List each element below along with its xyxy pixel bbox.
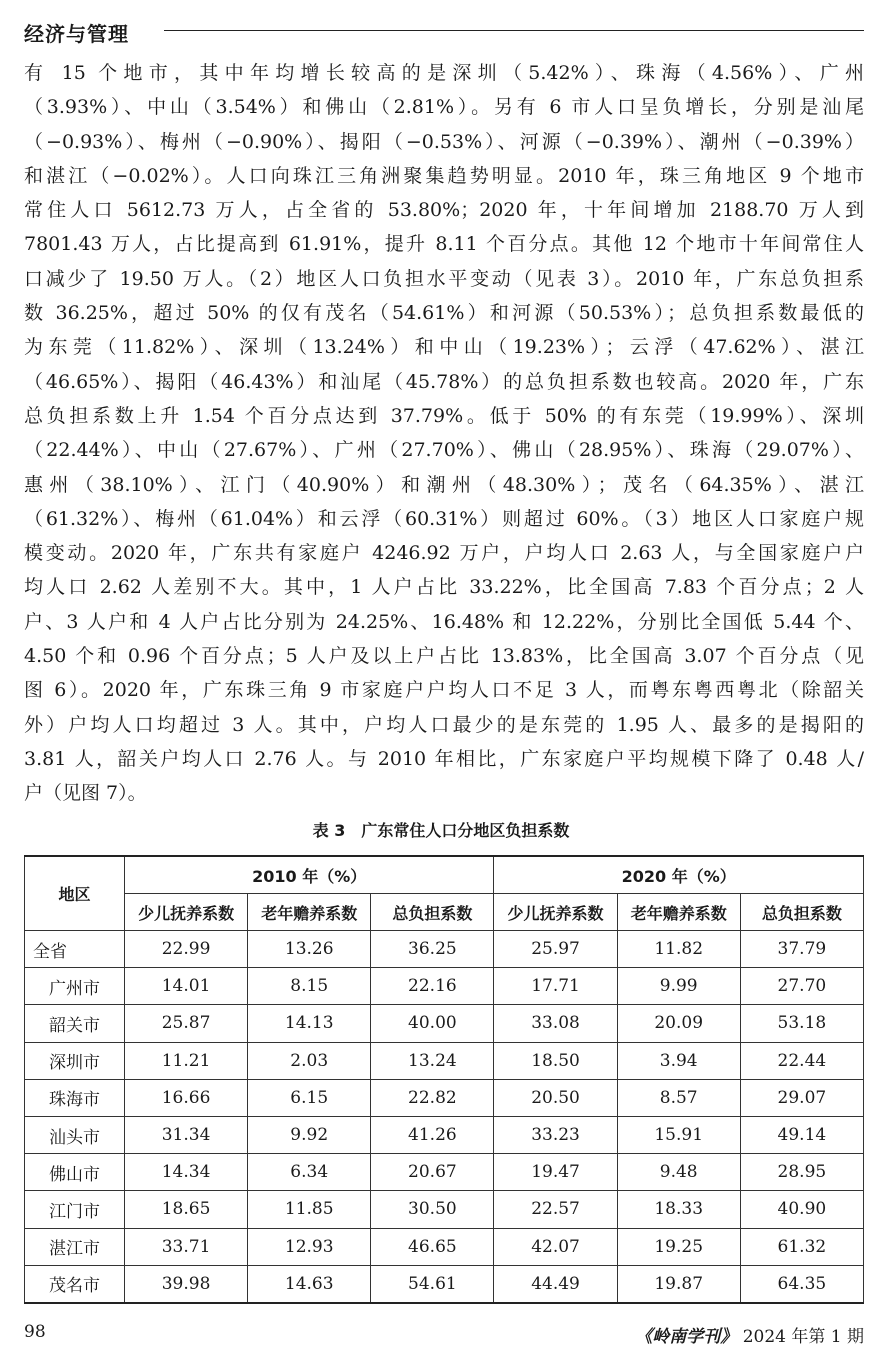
value-cell: 8.57: [617, 1079, 740, 1116]
table-row: [25, 931, 864, 968]
col-header: 少儿抚养系数: [125, 894, 248, 931]
paragraph-line: 图 6）。2020 年，广东珠三角 9 市家庭户户均人口不足 3 人，而粤东粤西粤北（除韶关: [24, 679, 864, 702]
table-row: [25, 1005, 864, 1042]
value-cell: 42.07: [494, 1228, 617, 1265]
value-cell: 29.07: [740, 1079, 863, 1116]
region-cell: 汕头市: [25, 1116, 125, 1153]
value-cell: 33.71: [125, 1228, 248, 1265]
value-cell: 6.34: [248, 1154, 371, 1191]
value-cell: 53.18: [740, 1005, 863, 1042]
value-cell: 11.21: [125, 1042, 248, 1079]
paragraph-line: 3.81 人，韶关户均人口 2.76 人。与 2010 年相比，广东家庭户平均规模下降了 0.48 人/: [24, 747, 864, 770]
paragraph-line: （3.93%）、中山（3.54%）和佛山（2.81%）。另有 6 市人口呈负增长，分别是汕尾: [24, 96, 864, 119]
paragraph-line: （61.32%）、梅州（61.04%）和云浮（60.31%）则超过 60%。（3）地区人口家庭户规: [24, 507, 864, 530]
value-cell: 18.33: [617, 1191, 740, 1228]
table-row: [25, 1191, 864, 1228]
value-cell: 54.61: [371, 1265, 494, 1303]
value-cell: 20.50: [494, 1079, 617, 1116]
value-cell: 61.32: [740, 1228, 863, 1265]
table-row: [25, 968, 864, 1005]
value-cell: 28.95: [740, 1154, 863, 1191]
journal-issue: 2024 年第 1 期: [742, 1327, 864, 1347]
value-cell: 14.13: [248, 1005, 371, 1042]
region-cell: 茂名市: [25, 1265, 125, 1303]
section-title: 经济与管理: [24, 22, 129, 46]
journal-name: 《岭南学刊》: [635, 1327, 738, 1347]
paragraph-line: （46.65%）、揭阳（46.43%）和汕尾（45.78%）的总负担系数也较高。2020 年，广东: [24, 370, 864, 393]
value-cell: 12.93: [248, 1228, 371, 1265]
value-cell: 19.87: [617, 1265, 740, 1303]
paragraph-line: 和湛江（−0.02%）。人口向珠江三角洲聚集趋势明显。2010 年，珠三角地区 9 个地市: [24, 164, 864, 187]
value-cell: 33.23: [494, 1116, 617, 1153]
region-cell: 珠海市: [25, 1079, 125, 1116]
year-header-2010: 2010 年（%）: [125, 856, 494, 894]
value-cell: 46.65: [371, 1228, 494, 1265]
region-cell: 全省: [25, 931, 125, 968]
paragraph-line: 为东莞（11.82%）、深圳（13.24%）和中山（19.23%）；云浮（47.62%）、湛江: [24, 336, 864, 359]
value-cell: 19.25: [617, 1228, 740, 1265]
page-header: [24, 16, 864, 46]
body-paragraph: [24, 56, 864, 811]
value-cell: 33.08: [494, 1005, 617, 1042]
value-cell: 25.87: [125, 1005, 248, 1042]
value-cell: 9.48: [617, 1154, 740, 1191]
paragraph-line: 总负担系数上升 1.54 个百分点达到 37.79%。低于 50% 的有东莞（19.99%）、深圳: [24, 404, 864, 427]
region-cell: 佛山市: [25, 1154, 125, 1191]
value-cell: 39.98: [125, 1265, 248, 1303]
value-cell: 44.49: [494, 1265, 617, 1303]
paragraph-line: 户、3 人户和 4 人户占比分别为 24.25%、16.48% 和 12.22%，分别比全国低 5.44 个、: [24, 610, 864, 633]
col-header: 少儿抚养系数: [494, 894, 617, 931]
value-cell: 13.26: [248, 931, 371, 968]
value-cell: 17.71: [494, 968, 617, 1005]
col-header: 总负担系数: [740, 894, 863, 931]
value-cell: 64.35: [740, 1265, 863, 1303]
value-cell: 9.92: [248, 1116, 371, 1153]
dependency-ratio-table: [24, 855, 864, 1304]
paragraph-line: 惠州（38.10%）、江门（40.90%）和潮州（48.30%）；茂名（64.35%）、湛江: [24, 473, 864, 496]
col-header: 总负担系数: [371, 894, 494, 931]
table-row: [25, 1228, 864, 1265]
paragraph-line: （22.44%）、中山（27.67%）、广州（27.70%）、佛山（28.95%）、珠海（29.07%）、: [24, 439, 864, 462]
journal-info: [635, 1322, 864, 1347]
region-cell: 深圳市: [25, 1042, 125, 1079]
value-cell: 41.26: [371, 1116, 494, 1153]
paragraph-line: 均人口 2.62 人差别不大。其中，1 人户占比 33.22%，比全国高 7.83 个百分点；2 人: [24, 576, 864, 599]
value-cell: 31.34: [125, 1116, 248, 1153]
value-cell: 9.99: [617, 968, 740, 1005]
paragraph-line: （−0.93%）、梅州（−0.90%）、揭阳（−0.53%）、河源（−0.39%）、潮州（−0.39%）: [24, 130, 864, 153]
value-cell: 14.34: [125, 1154, 248, 1191]
page-number: 98: [24, 1322, 46, 1342]
region-cell: 江门市: [25, 1191, 125, 1228]
page-footer: [24, 1322, 864, 1348]
region-cell: 韶关市: [25, 1005, 125, 1042]
paragraph-line: 口减少了 19.50 万人。（2）地区人口负担水平变动（见表 3）。2010 年，广东总负担系: [24, 267, 864, 290]
value-cell: 2.03: [248, 1042, 371, 1079]
table-row: [25, 1154, 864, 1191]
value-cell: 18.50: [494, 1042, 617, 1079]
value-cell: 22.99: [125, 931, 248, 968]
col-header: 老年赡养系数: [248, 894, 371, 931]
paragraph-line: 常住人口 5612.73 万人，占全省的 53.80%；2020 年，十年间增加 2188.70 万人到: [24, 199, 864, 222]
value-cell: 14.63: [248, 1265, 371, 1303]
table-row: [25, 1042, 864, 1079]
paragraph-line: 户（见图 7）。: [24, 782, 147, 805]
year-header-2020: 2020 年（%）: [494, 856, 864, 894]
value-cell: 40.90: [740, 1191, 863, 1228]
value-cell: 25.97: [494, 931, 617, 968]
paragraph-line: 模变动。2020 年，广东共有家庭户 4246.92 万户，户均人口 2.63 人，与全国家庭户户: [24, 542, 864, 565]
value-cell: 16.66: [125, 1079, 248, 1116]
table-row: [25, 1265, 864, 1303]
paragraph-line: 4.50 个和 0.96 个百分点；5 人户及以上户占比 13.83%，比全国高 3.07 个百分点（见: [24, 645, 864, 668]
value-cell: 15.91: [617, 1116, 740, 1153]
value-cell: 19.47: [494, 1154, 617, 1191]
value-cell: 37.79: [740, 931, 863, 968]
value-cell: 36.25: [371, 931, 494, 968]
value-cell: 11.82: [617, 931, 740, 968]
value-cell: 49.14: [740, 1116, 863, 1153]
value-cell: 40.00: [371, 1005, 494, 1042]
region-header: 地区: [25, 856, 125, 931]
value-cell: 14.01: [125, 968, 248, 1005]
value-cell: 18.65: [125, 1191, 248, 1228]
paragraph-line: 数 36.25%，超过 50% 的仅有茂名（54.61%）和河源（50.53%）；总负担系数最低的: [24, 302, 864, 325]
col-header: 老年赡养系数: [617, 894, 740, 931]
value-cell: 30.50: [371, 1191, 494, 1228]
value-cell: 22.16: [371, 968, 494, 1005]
table-title: 表 3 广东常住人口分地区负担系数: [312, 821, 570, 840]
value-cell: 20.09: [617, 1005, 740, 1042]
value-cell: 6.15: [248, 1079, 371, 1116]
table-row: [25, 1116, 864, 1153]
value-cell: 20.67: [371, 1154, 494, 1191]
value-cell: 8.15: [248, 968, 371, 1005]
header-rule: [164, 30, 864, 31]
value-cell: 22.82: [371, 1079, 494, 1116]
region-cell: 湛江市: [25, 1228, 125, 1265]
paragraph-line: 外）户均人口均超过 3 人。其中，户均人口最少的是东莞的 1.95 人、最多的是揭阳的: [24, 713, 864, 736]
value-cell: 22.44: [740, 1042, 863, 1079]
region-cell: 广州市: [25, 968, 125, 1005]
value-cell: 22.57: [494, 1191, 617, 1228]
paragraph-line: 有 15 个地市，其中年均增长较高的是深圳（5.42%）、珠海（4.56%）、广州: [24, 62, 864, 84]
value-cell: 11.85: [248, 1191, 371, 1228]
paragraph-line: 7801.43 万人，占比提高到 61.91%，提升 8.11 个百分点。其他 12 个地市十年间常住人: [24, 233, 864, 256]
value-cell: 27.70: [740, 968, 863, 1005]
value-cell: 13.24: [371, 1042, 494, 1079]
table-row: [25, 1079, 864, 1116]
value-cell: 3.94: [617, 1042, 740, 1079]
